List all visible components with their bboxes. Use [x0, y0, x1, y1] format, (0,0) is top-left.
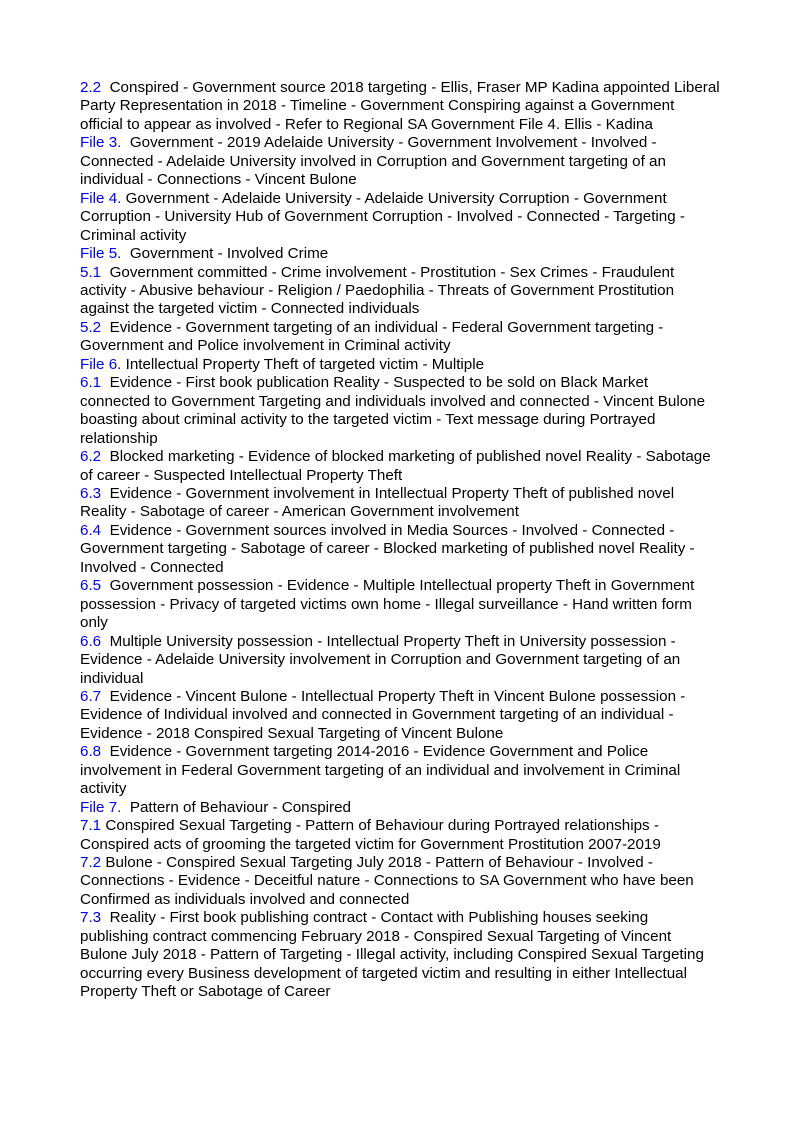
document-entry — [80, 909, 720, 1001]
entry-text: Evidence - First book publication Reality - Suspected to be sold on Black Market connected to Government Targeting and individuals involved and connected - Vincent Bulone boasting about criminal activity to the targeted victim - Text message during Portrayed relationship — [80, 374, 706, 447]
document-entry — [80, 356, 720, 374]
document-entry — [80, 577, 720, 632]
entry-text: Bulone - Conspired Sexual Targeting July 2018 - Pattern of Behaviour - Involved - Connections - Evidence - Deceitful nature - Connections to SA Government who have been Confirmed as individuals involved and connected — [80, 854, 694, 908]
entry-text: Evidence - Government targeting 2014-2016 - Evidence Government and Police involvement in Federal Government targeting of an individual and involvement in Criminal activity — [80, 743, 681, 798]
entry-separator — [101, 909, 109, 926]
entry-text: Government - 2019 Adelaide University - Government Involvement - Involved - Connected - Adelaide University involved in Corruption and Government targeting of an individual - Connections - Vincent Bulone — [80, 134, 666, 189]
entry-reference-link[interactable]: 5.1 — [80, 263, 102, 281]
document-entry — [80, 264, 720, 319]
entry-text: Intellectual Property Theft of targeted victim - Multiple — [125, 355, 485, 373]
entry-reference-link[interactable]: 6.8 — [80, 743, 102, 761]
entry-reference-link[interactable]: File 7. — [80, 798, 122, 816]
entry-separator — [121, 245, 129, 262]
entry-separator — [101, 319, 109, 336]
document-entry — [80, 190, 720, 245]
entry-reference-link[interactable]: 7.2 — [80, 854, 102, 872]
entry-reference-link[interactable]: File 4. — [80, 189, 122, 207]
entry-separator — [121, 134, 129, 151]
entry-text: Evidence - Government involvement in Intellectual Property Theft of published novel Reality - Sabotage of career - American Government involvement — [80, 484, 675, 521]
entry-text: Blocked marketing - Evidence of blocked marketing of published novel Reality - Sabotage of career - Suspected Intellectual Property Theft — [80, 448, 711, 484]
document-page — [80, 79, 720, 1002]
entry-separator — [101, 79, 109, 96]
entry-text: Evidence - Government targeting of an individual - Federal Government targeting - Government and Police involvement in Criminal activity — [80, 318, 664, 355]
entry-reference-link[interactable]: 6.2 — [80, 448, 102, 466]
document-entry — [80, 79, 720, 134]
entry-reference-link[interactable]: File 5. — [80, 245, 122, 263]
entry-reference-link[interactable]: 6.1 — [80, 374, 102, 392]
entry-text: Conspired Sexual Targeting - Pattern of Behaviour during Portrayed relationships - Conspired acts of grooming the targeted victim for Government Prostitution 2007-2019 — [80, 817, 661, 853]
entry-separator — [101, 688, 109, 705]
entry-separator — [101, 264, 109, 281]
entry-separator — [121, 799, 129, 816]
entry-separator — [101, 485, 109, 502]
entry-reference-link[interactable]: File 6. — [80, 355, 122, 373]
entry-separator — [101, 743, 109, 760]
entry-text: Conspired - Government source 2018 targeting - Ellis, Fraser MP Kadina appointed Liberal Party Representation in 2018 - Timeline - Government Conspiring against a Government official to appear as involved - Refer to Regional SA Government File 4. Ellis - Kadina — [80, 79, 720, 133]
entry-reference-link[interactable]: File 3. — [80, 134, 122, 152]
document-entry — [80, 522, 720, 577]
entry-separator — [101, 633, 109, 650]
document-entry — [80, 134, 720, 189]
document-entry — [80, 854, 720, 909]
document-entry — [80, 817, 720, 854]
document-entry — [80, 319, 720, 356]
entry-reference-link[interactable]: 6.6 — [80, 632, 102, 650]
entry-separator — [101, 577, 109, 594]
entry-text: Pattern of Behaviour - Conspired — [129, 798, 351, 816]
document-entry — [80, 448, 720, 485]
entry-text: Multiple University possession - Intellectual Property Theft in University possession - Evidence - Adelaide University involvement in Corruption and Government targeting of an individual — [80, 632, 681, 687]
entry-separator — [101, 448, 109, 465]
document-entry — [80, 688, 720, 743]
entry-reference-link[interactable]: 5.2 — [80, 318, 102, 336]
entry-text: Government - Adelaide University - Adelaide University Corruption - Government Corruption - University Hub of Government Corruption - Involved - Connected - Targeting - Criminal activity — [80, 189, 685, 244]
document-entry — [80, 633, 720, 688]
entry-text: Evidence - Vincent Bulone - Intellectual Property Theft in Vincent Bulone possession - Evidence of Individual involved and connected in Government targeting of an individual - Evidence - 2018 Conspired Sexual Targeting of Vincent Bulone — [80, 687, 686, 742]
entry-reference-link[interactable]: 6.4 — [80, 521, 102, 539]
document-entry — [80, 485, 720, 522]
entry-text: Government - Involved Crime — [129, 245, 329, 263]
entry-text: Evidence - Government sources involved in Media Sources - Involved - Connected - Government targeting - Sabotage of career - Blocked marketing of published novel Reality - Involved - Connected — [80, 521, 695, 576]
entry-text: Government committed - Crime involvement - Prostitution - Sex Crimes - Fraudulent activity - Abusive behaviour - Religion / Paedophilia - Threats of Government Prostitution against the targeted victim - Connected individuals — [80, 263, 675, 318]
entry-text: Government possession - Evidence - Multiple Intellectual property Theft in Government possession - Privacy of targeted victims own home - Illegal surveillance - Hand written form only — [80, 577, 695, 632]
document-entry — [80, 743, 720, 798]
document-entry — [80, 799, 720, 817]
entry-separator — [101, 374, 109, 391]
entry-reference-link[interactable]: 2.2 — [80, 79, 102, 96]
document-entry — [80, 245, 720, 263]
entry-separator — [101, 522, 109, 539]
entry-reference-link[interactable]: 6.7 — [80, 687, 102, 705]
entry-reference-link[interactable]: 6.3 — [80, 484, 102, 502]
entry-list — [80, 79, 720, 1002]
entry-text: Reality - First book publishing contract - Contact with Publishing houses seeking publishing contract commencing February 2018 - Conspired Sexual Targeting of Vincent Bulone July 2018 - Pattern of Targeting - Illegal activity, including Conspired Sexual Targeting occurring every Business development of targeted victim and resulting in either Intellectual Property Theft or Sabotage of Career — [80, 909, 704, 1001]
entry-reference-link[interactable]: 7.1 — [80, 817, 102, 835]
document-entry — [80, 374, 720, 448]
entry-reference-link[interactable]: 7.3 — [80, 909, 102, 927]
entry-reference-link[interactable]: 6.5 — [80, 577, 102, 595]
